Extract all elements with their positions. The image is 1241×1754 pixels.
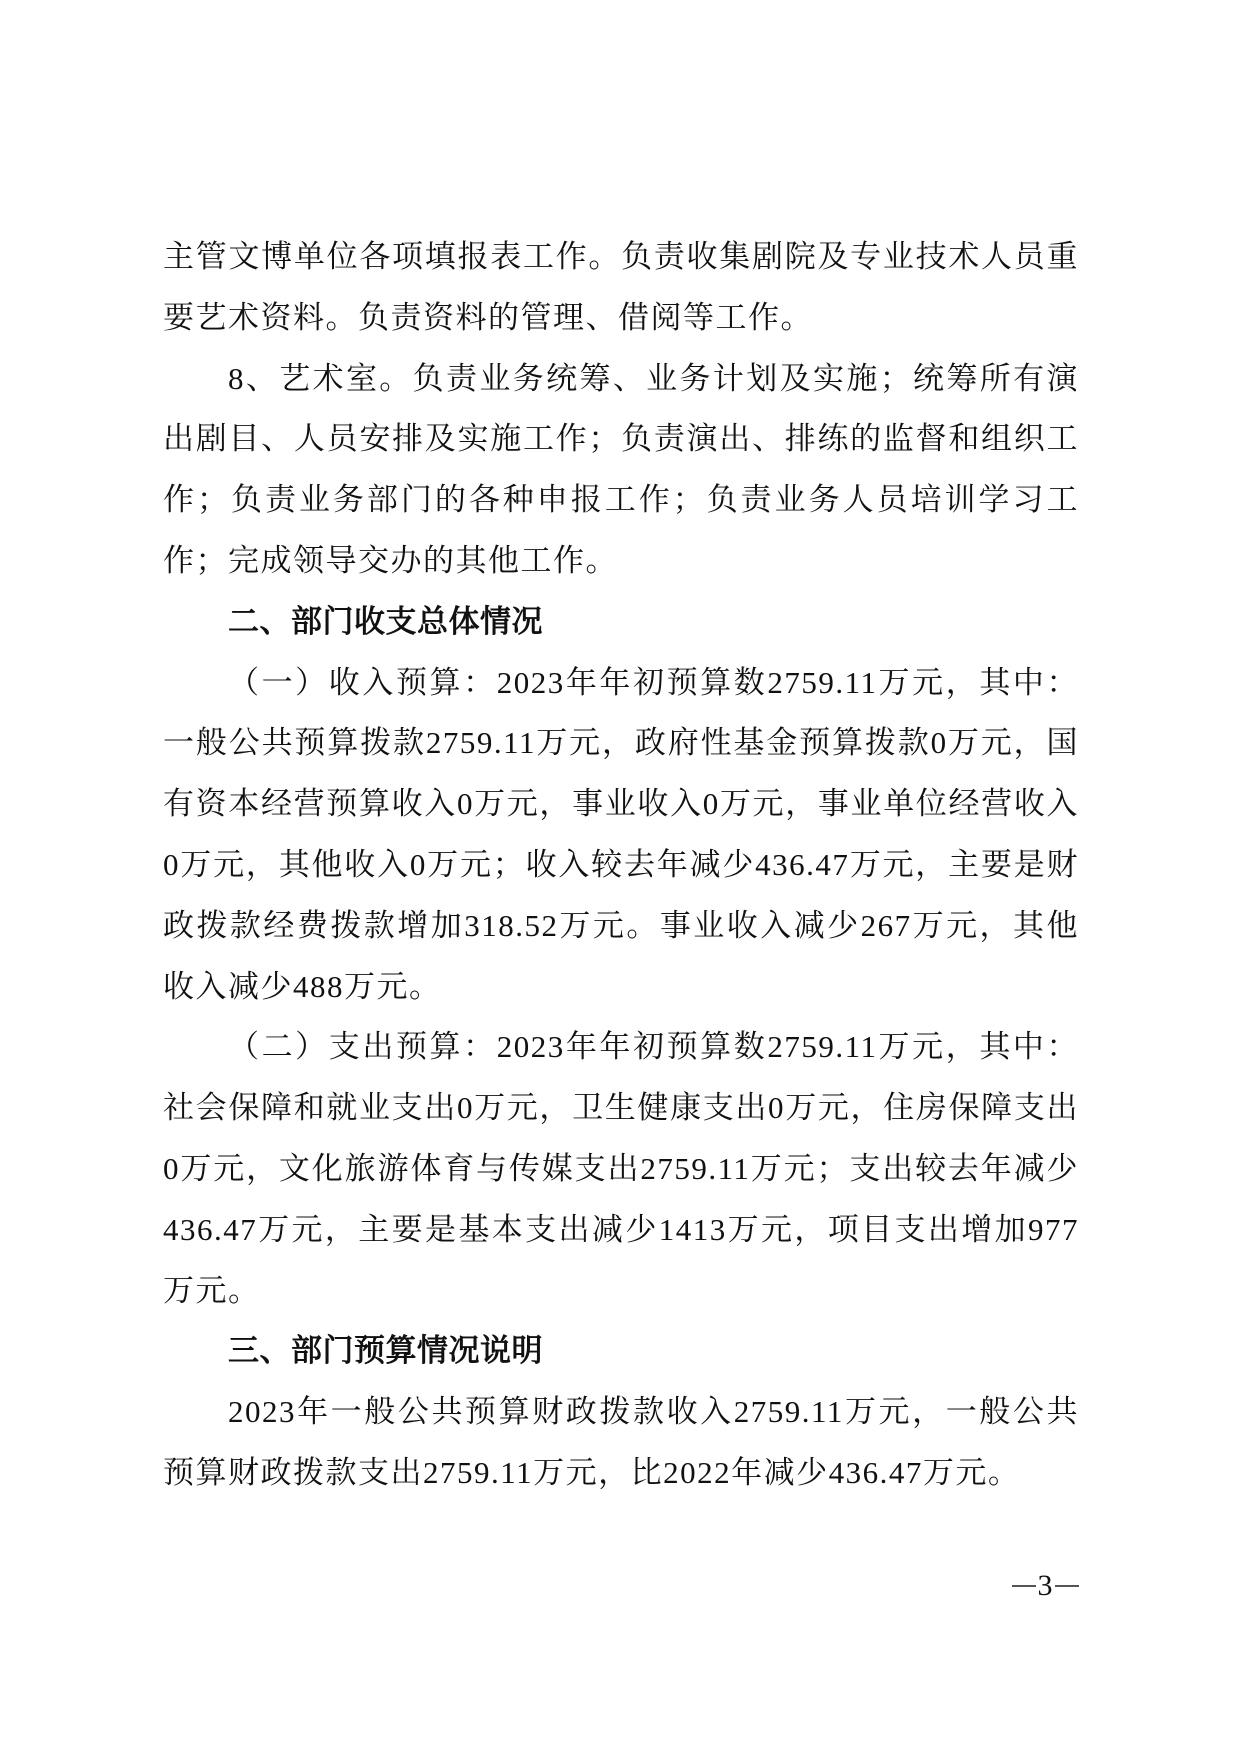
paragraph-income-budget [163,653,1079,1018]
paragraph-expense-budget [163,1017,1079,1321]
paragraph-art-office-duties: 8、艺术室。负责业务统筹、业务计划及实施；统筹所有演出剧目、人员安排及实施工作；负责演出、排练的监督和组织工作；负责业务部门的各种申报工作；负责业务人员培训学习工作；完成领导交办的其他工作。 [163,360,1079,578]
income-budget-label: （一）收入预算 [228,664,464,700]
section-heading-budget-explanation: 三、部门预算情况说明 [228,1333,543,1370]
page-number-value: 3 [1037,1569,1053,1602]
paragraph-archive-duties: 主管文博单位各项填报表工作。负责收集剧院及专业技术人员重要艺术资料。负责资料的管理、借阅等工作。 [163,239,1079,335]
income-budget-text: ：2023年年初预算数2759.11万元，其中：一般公共预算拨款2759.11万元，政府性基金预算拨款0万元，国有资本经营预算收入0万元，事业收入0万元，事业单位经营收入0万元，其他收入0万元；收入较去年减少436.47万元，主要是财政拨款经费拨款增加318.52万元。事业收入减少267万元，其他收入减少488万元。 [163,664,1079,1004]
page-number-right-dash [1055,1585,1079,1587]
section-heading-overall-income-expense: 二、部门收支总体情况 [228,603,543,640]
expense-budget-text: ：2023年年初预算数2759.11万元，其中：社会保障和就业支出0万元，卫生健康支出0万元，住房保障支出0万元，文化旅游体育与传媒支出2759.11万元；支出较去年减少436.47万元，主要是基本支出减少1413万元，项目支出增加977万元。 [163,1029,1079,1308]
paragraph-general-public-budget: 2023年一般公共预算财政拨款收入2759.11万元，一般公共预算财政拨款支出2759.11万元，比2022年减少436.47万元。 [163,1394,1079,1490]
document-page-body [163,227,1079,1504]
page-number [1005,1566,1085,1606]
expense-budget-label: （二）支出预算 [228,1029,464,1065]
page-number-left-dash [1012,1585,1036,1587]
